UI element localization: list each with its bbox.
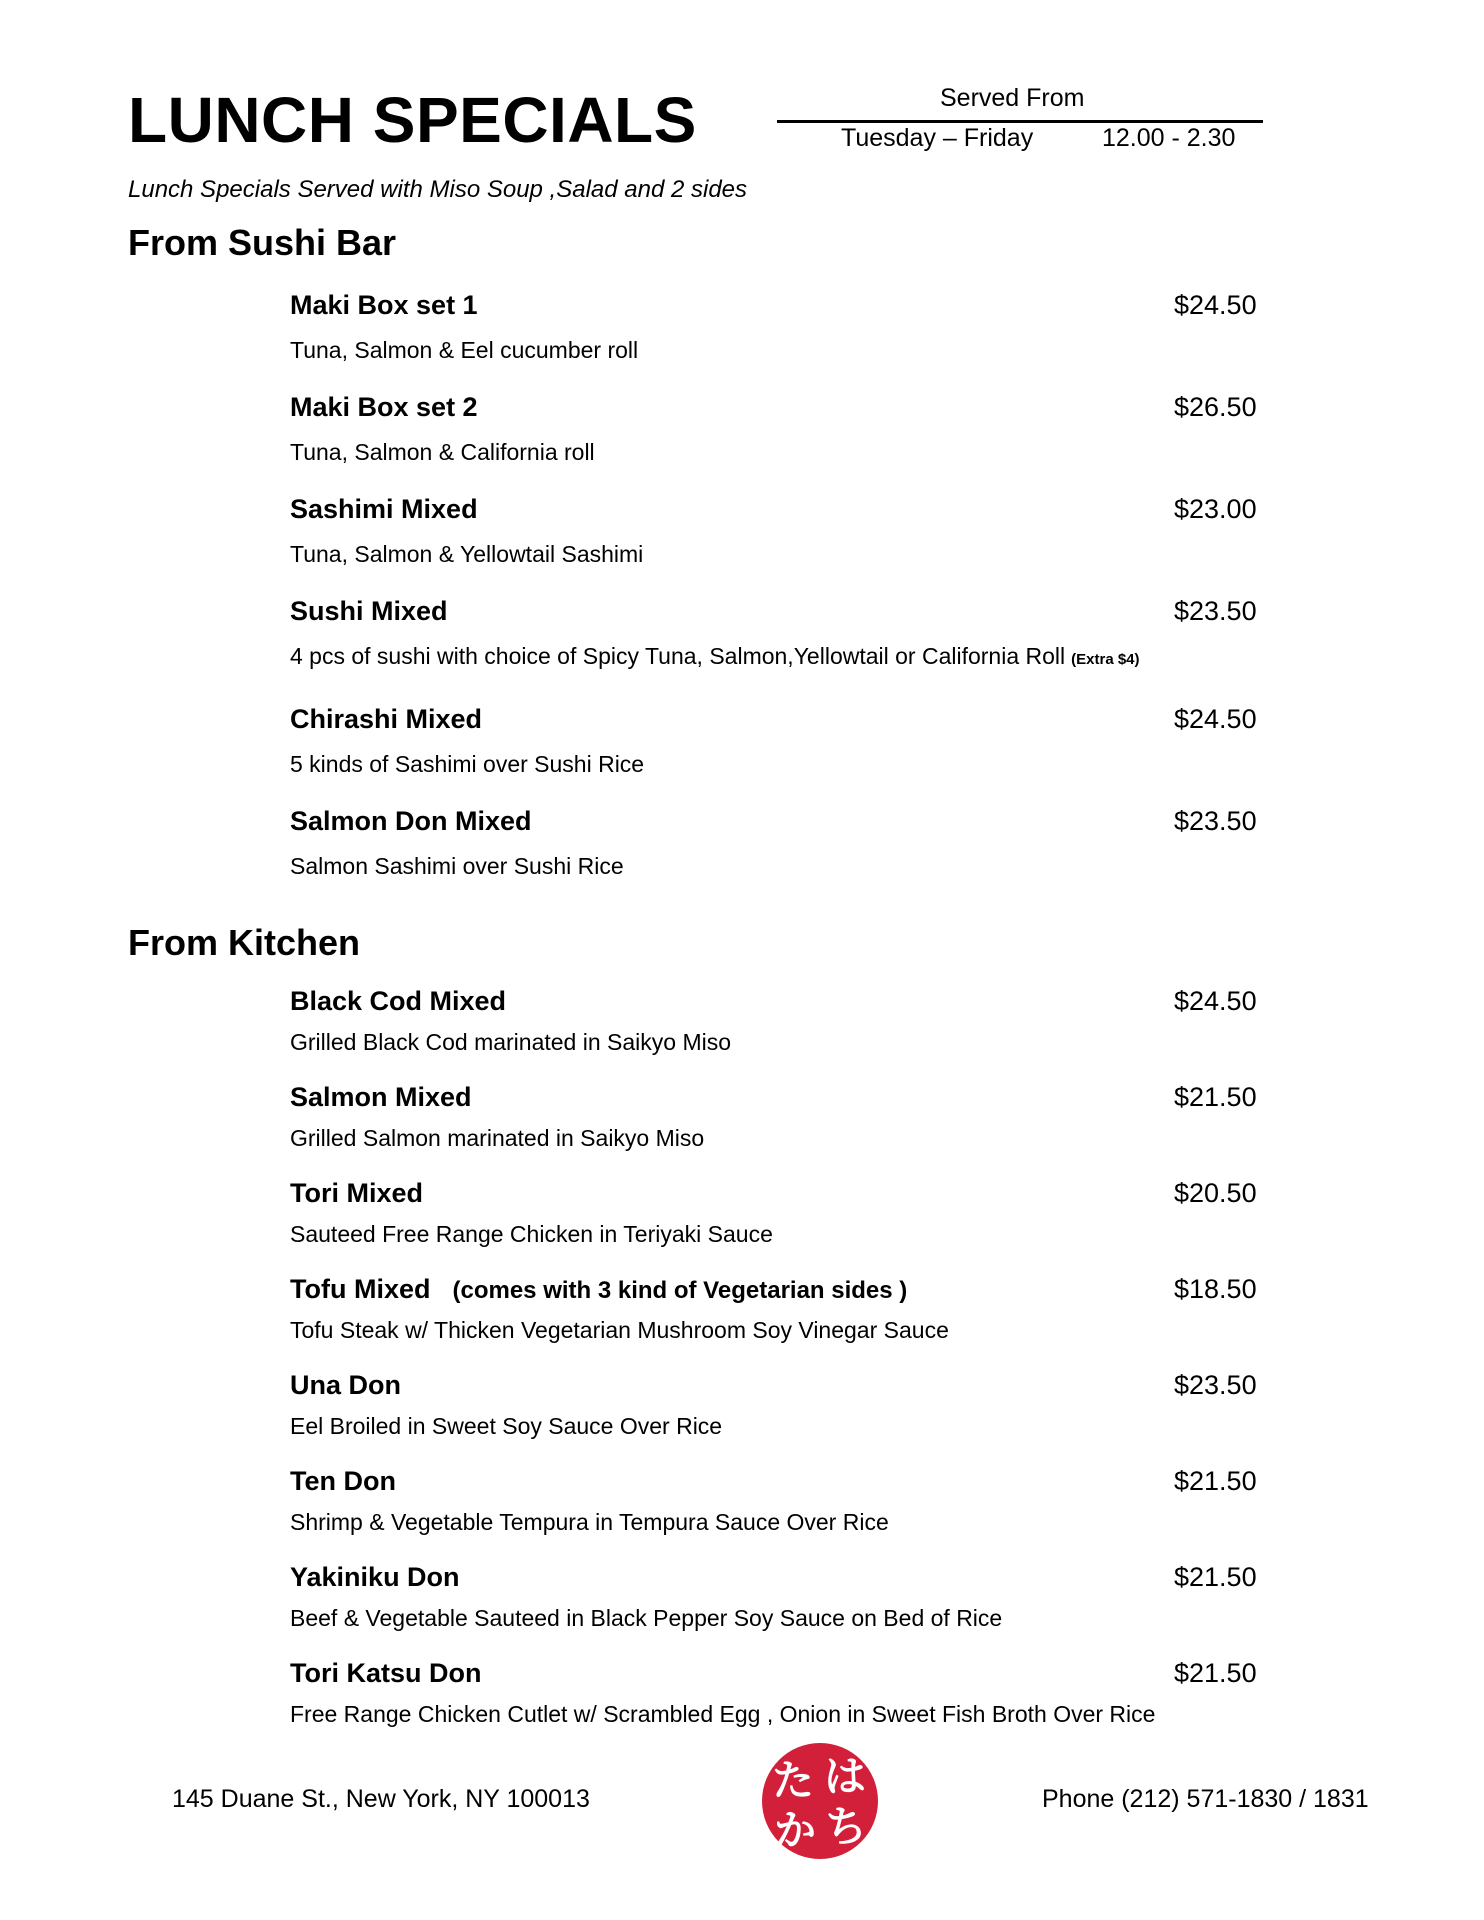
vegetarian-sides-note: (comes with 3 kind of Vegetarian sides ) (452, 1277, 908, 1304)
menu-item-name: Salmon Don Mixed (290, 806, 532, 836)
menu-item-price: $23.00 (1174, 494, 1257, 524)
menu-item-name (290, 1274, 907, 1305)
page-title: LUNCH SPECIALS (128, 84, 697, 156)
restaurant-phone: Phone (212) 571-1830 / 1831 (1042, 1785, 1369, 1813)
menu-item-description: Grilled Black Cod marinated in Saikyo Miso (290, 1029, 732, 1055)
svg-text:か: か (773, 1806, 817, 1855)
menu-item-price: $23.50 (1174, 596, 1257, 626)
restaurant-logo (760, 1741, 880, 1861)
menu-item-description: Sauteed Free Range Chicken in Teriyaki Sauce (290, 1221, 773, 1247)
menu-item-description: 5 kinds of Sashimi over Sushi Rice (290, 751, 645, 777)
menu-item-description-text: 4 pcs of sushi with choice of Spicy Tuna, Salmon,Yellowtail or California Roll (290, 643, 1066, 669)
menu-item-description: Beef & Vegetable Sauteed in Black Pepper Soy Sauce on Bed of Rice (290, 1605, 1003, 1631)
menu-item-description (290, 643, 1140, 670)
menu-item-description: Free Range Chicken Cutlet w/ Scrambled Egg , Onion in Sweet Fish Broth Over Rice (290, 1701, 1156, 1727)
menu-item-name: Yakiniku Don (290, 1562, 460, 1592)
menu-item-name: Salmon Mixed (290, 1082, 472, 1112)
menu-subtitle: Lunch Specials Served with Miso Soup ,Salad and 2 sides (128, 176, 748, 203)
menu-item-price: $24.50 (1174, 704, 1257, 734)
extra-charge-note: (Extra $4) (1071, 651, 1140, 668)
menu-item-description: Shrimp & Vegetable Tempura in Tempura Sauce Over Rice (290, 1509, 889, 1535)
menu-item-price: $24.50 (1174, 986, 1257, 1016)
svg-text:た: た (771, 1756, 815, 1805)
menu-item-name: Sashimi Mixed (290, 494, 478, 524)
menu-item-name: Maki Box set 1 (290, 290, 478, 320)
menu-item-price: $21.50 (1174, 1562, 1257, 1592)
menu-item-price: $21.50 (1174, 1466, 1257, 1496)
menu-item-name: Una Don (290, 1370, 401, 1400)
header-divider (777, 120, 1263, 123)
section-title-sushi-bar: From Sushi Bar (128, 222, 397, 263)
menu-item-description: Salmon Sashimi over Sushi Rice (290, 853, 624, 879)
menu-item-name: Black Cod Mixed (290, 986, 507, 1016)
menu-item-description: Tuna, Salmon & Yellowtail Sashimi (290, 541, 644, 567)
menu-item-description: Grilled Salmon marinated in Saikyo Miso (290, 1125, 705, 1151)
menu-item-name: Tori Katsu Don (290, 1658, 482, 1688)
menu-item-price: $24.50 (1174, 290, 1257, 320)
menu-item-name: Tori Mixed (290, 1178, 424, 1208)
menu-item-name: Maki Box set 2 (290, 392, 478, 422)
served-days: Tuesday – Friday (841, 124, 1034, 152)
menu-item-price: $20.50 (1174, 1178, 1257, 1208)
menu-item-name: Chirashi Mixed (290, 704, 483, 734)
menu-item-name: Ten Don (290, 1466, 396, 1496)
menu-item-name: Sushi Mixed (290, 596, 448, 626)
menu-item-description: Tuna, Salmon & Eel cucumber roll (290, 337, 639, 363)
menu-item-price: $23.50 (1174, 806, 1257, 836)
served-from-label: Served From (940, 84, 1085, 112)
served-hours: 12.00 - 2.30 (1102, 124, 1236, 152)
menu-item-price: $21.50 (1174, 1658, 1257, 1688)
menu-item-price: $23.50 (1174, 1370, 1257, 1400)
menu-item-description: Tuna, Salmon & California roll (290, 439, 595, 465)
svg-text:ち: ち (824, 1802, 868, 1851)
logo-seal-icon (760, 1741, 880, 1861)
menu-item-price: $21.50 (1174, 1082, 1257, 1112)
menu-item-price: $18.50 (1174, 1274, 1257, 1304)
menu-item-description: Tofu Steak w/ Thicken Vegetarian Mushroom Soy Vinegar Sauce (290, 1317, 949, 1343)
menu-item-description: Eel Broiled in Sweet Soy Sauce Over Rice (290, 1413, 723, 1439)
menu-item-name-text: Tofu Mixed (290, 1274, 431, 1304)
menu-item-price: $26.50 (1174, 392, 1257, 422)
svg-text:は: は (823, 1752, 867, 1801)
restaurant-address: 145 Duane St., New York, NY 100013 (172, 1785, 590, 1813)
section-title-kitchen: From Kitchen (128, 922, 361, 963)
